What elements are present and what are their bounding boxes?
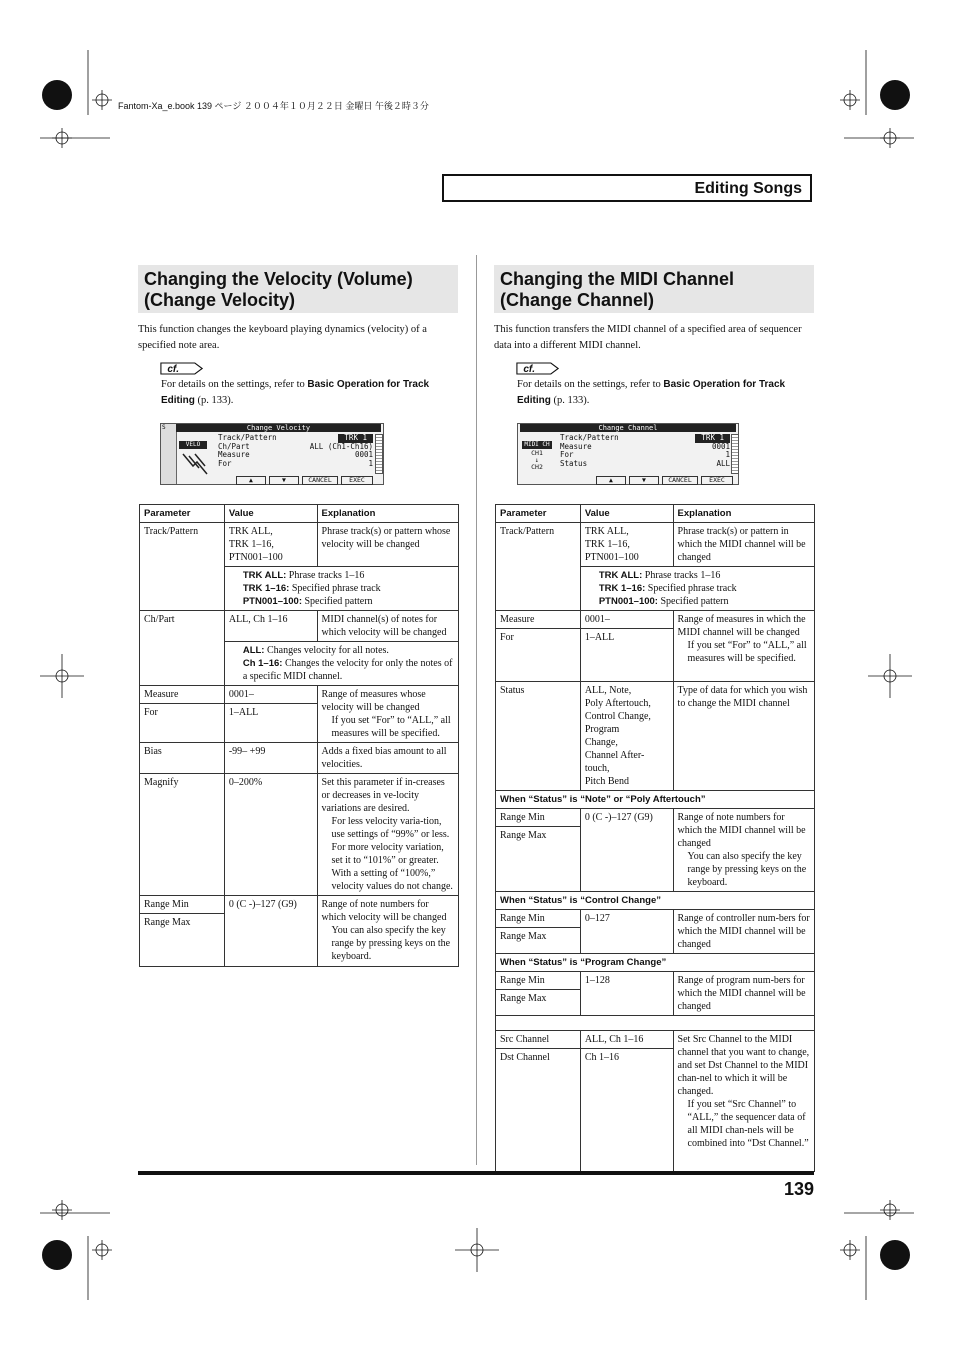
value-dst-channel: Ch 1–16 (581, 1048, 673, 1064)
expl-measure: Range of measures whose velocity will be changed If you set “For” to “ALL,” all measures will be specified. (317, 686, 458, 743)
expl-bias: Adds a fixed bias amount to all velocities. (317, 743, 458, 774)
expl-range: Range of note numbers for which velocity will be changed You can also specify the key range by pressing keys on the keyboard. (317, 896, 458, 967)
lcd-row-label: Track/Pattern (560, 433, 619, 442)
lcd-row-value: 1 (725, 450, 730, 459)
lcd-rows (218, 434, 373, 468)
value-src-channel: ALL, Ch 1–16 (584, 1034, 644, 1045)
lcd-side-top: S (162, 424, 166, 431)
col-header-parameter: Parameter (496, 505, 581, 523)
expl-magnify: Set this parameter if in-creases or decreases in ve-locity variations are desired. For less velocity varia-tion, use settings of “99%” or less. For more velocity variation, set it to “101%” or greater. With a setting of “100%,” velocity values do not change. (317, 774, 458, 896)
expl-measure: Range of measures in which the MIDI channel will be changed If you set “For” to “ALL,” all measures will be specified. (673, 611, 814, 682)
right-heading (494, 265, 814, 313)
arrow-down-icon: ↓ (535, 456, 539, 464)
param-measure: Measure (144, 689, 179, 700)
value-pc-range: 1–128 (580, 972, 673, 1016)
lcd-cancel-button: CANCEL (662, 476, 698, 485)
lcd-row-label: For (218, 458, 232, 468)
velocity-parameter-table (139, 504, 459, 967)
param-cc-range (496, 910, 581, 954)
lcd-row-value: 0001 (354, 450, 373, 459)
right-heading-line1: Changing the MIDI Channel (500, 269, 734, 289)
lcd-rows (560, 434, 730, 468)
lcd-ch2: CH2 (531, 463, 543, 471)
value-ch-part: ALL, Ch 1–16 (224, 611, 317, 642)
footer-rule (138, 1171, 814, 1175)
expl-track-pattern: Phrase track(s) or pattern in which the MIDI channel will be changed (673, 523, 814, 567)
col-header-parameter: Parameter (140, 505, 225, 523)
value-track-pattern: TRK ALL, TRK 1–16, PTN001–100 (224, 523, 317, 567)
right-reference (517, 377, 815, 409)
lcd-buttons (596, 476, 733, 485)
col-header-explanation: Explanation (673, 505, 814, 523)
lcd-exec-button: EXEC (341, 476, 373, 485)
param-for: For (140, 703, 224, 740)
left-heading (138, 265, 458, 313)
left-intro: This function changes the keyboard playing dynamics (velocity) of a specified note area. (138, 324, 427, 351)
column-divider (476, 255, 477, 1165)
col-header-value: Value (224, 505, 317, 523)
lcd-sidebar (161, 424, 177, 484)
param-range-min: Range Min (500, 913, 545, 924)
book-header: Fantom-Xa_e.book 139 ページ ２００４年１０月２２日 金曜日 午後２時３分 (118, 101, 429, 111)
col-header-explanation: Explanation (317, 505, 458, 523)
param-src-channel: Src Channel (500, 1034, 550, 1045)
param-ch-part: Ch/Part (140, 611, 225, 686)
right-heading-line2: (Change Channel) (500, 290, 655, 310)
param-range-max: Range Max (496, 826, 580, 877)
lcd-scrollbar (731, 434, 739, 474)
notes-track-pattern: TRK ALL: Phrase tracks 1–16 TRK 1–16: Specified phrase track PTN001–100: Specified pattern (224, 567, 458, 611)
when-status-note: When “Status” is “Note” or “Poly Aftertouch” (496, 791, 815, 809)
expl-status: Type of data for which you wish to change the MIDI channel (673, 682, 814, 791)
lcd-row-value: 0001 (711, 441, 730, 451)
value-cc-range: 0–127 (580, 910, 673, 954)
lcd-down-button: ▼ (269, 476, 299, 485)
value-for: 1–ALL (225, 703, 317, 719)
expl-pc-range: Range of program num-bers for which the MIDI channel will be changed (673, 972, 814, 1016)
value-status: ALL, Note, Poly Aftertouch, Control Change, Program Change, Channel After- touch, Pitch Bend (580, 682, 673, 791)
lcd-row-label: Status (560, 458, 588, 468)
lcd-row-label: For (560, 450, 574, 459)
param-track-pattern: Track/Pattern (140, 523, 225, 611)
lcd-scrollbar (375, 434, 383, 474)
when-status-control-change: When “Status” is “Control Change” (496, 892, 815, 910)
param-pc-range (496, 972, 581, 1016)
value-bias: -99– +99 (224, 743, 317, 774)
cf-icon (160, 362, 204, 375)
lcd-channel-diagram (524, 450, 550, 471)
param-bias: Bias (140, 743, 225, 774)
value-for: 1–ALL (581, 628, 673, 644)
section-tag: Editing Songs (442, 174, 812, 202)
right-ref-link: Basic Operation for Track Editing (517, 379, 786, 406)
left-ref-link: Basic Operation for Track Editing (161, 379, 430, 406)
param-dst-channel: Dst Channel (496, 1048, 580, 1169)
param-measure-for (496, 611, 581, 682)
lcd-title: Change Velocity (176, 424, 381, 432)
lcd-up-button: ▲ (236, 476, 266, 485)
lcd-row-value: TRK 1 (695, 434, 730, 443)
param-magnify: Magnify (140, 774, 225, 896)
lcd-mode: VELO (179, 441, 207, 449)
param-range-min: Range Min (144, 899, 189, 910)
lcd-exec-button: EXEC (701, 476, 733, 485)
spacer-row (496, 1016, 815, 1031)
lcd-down-button: ▼ (629, 476, 659, 485)
value-channels (580, 1031, 673, 1172)
param-range-min: Range Min (500, 975, 545, 986)
param-measure: Measure (500, 614, 535, 625)
lcd-mode: MIDI CH (522, 441, 552, 449)
value-track-pattern: TRK ALL, TRK 1–16, PTN001–100 (580, 523, 673, 567)
lcd-row-value: TRK 1 (338, 434, 373, 443)
param-status: Status (496, 682, 581, 791)
value-measure-for (224, 686, 317, 743)
right-ref-prefix: For details on the settings, refer to (517, 379, 664, 390)
right-ref-suffix: (p. 133). (550, 395, 590, 406)
lcd-row-label: Measure (560, 441, 592, 451)
cf-icon (516, 362, 560, 375)
cf-label: cf. (523, 364, 536, 375)
lcd-cancel-button: CANCEL (302, 476, 338, 485)
value-measure: 0001– (228, 689, 254, 700)
value-measure-for (580, 611, 673, 682)
cf-label: cf. (167, 364, 180, 375)
change-channel-lcd (517, 423, 739, 485)
lcd-row-value: ALL (Ch1-Ch16) (309, 441, 373, 451)
lcd-row-value: ALL (716, 458, 730, 468)
param-range-max: Range Max (496, 927, 580, 950)
left-heading-line1: Changing the Velocity (Volume) (144, 269, 413, 289)
param-for: For (496, 628, 580, 679)
expl-track-pattern: Phrase track(s) or pattern whose velocity will be changed (317, 523, 458, 567)
value-range: 0 (C -)–127 (G9) (224, 896, 317, 967)
expl-ch-part: MIDI channel(s) of notes for which velocity will be changed (317, 611, 458, 642)
left-ref-suffix: (p. 133). (194, 395, 234, 406)
left-ref-prefix: For details on the settings, refer to (161, 379, 308, 390)
page-number: 139 (783, 1179, 814, 1199)
channel-parameter-table (495, 504, 815, 1172)
lcd-row-label: Measure (218, 450, 250, 459)
param-note-range (496, 809, 581, 892)
value-note-range: 0 (C -)–127 (G9) (580, 809, 673, 892)
notes-ch-part: ALL: Changes velocity for all notes. Ch 1–16: Changes the velocity for only the notes of a specific MIDI channel. (224, 642, 458, 686)
param-range-max: Range Max (496, 989, 580, 1012)
lcd-up-button: ▲ (596, 476, 626, 485)
param-range-max: Range Max (140, 913, 224, 964)
param-range-min: Range Min (500, 812, 545, 823)
lcd-row-label: Ch/Part (218, 441, 250, 451)
expl-cc-range: Range of controller num-bers for which the MIDI channel will be changed (673, 910, 814, 954)
hand-icon (179, 450, 213, 476)
expl-note-range: Range of note numbers for which the MIDI channel will be changed You can also specify the key range by pressing keys on the keyboard. (673, 809, 814, 892)
lcd-row-label: Track/Pattern (218, 433, 277, 442)
right-intro: This function transfers the MIDI channel of a specified area of sequencer data into a different MIDI channel. (494, 324, 802, 351)
param-track-pattern: Track/Pattern (496, 523, 581, 611)
lcd-title: Change Channel (520, 424, 736, 432)
value-magnify: 0–200% (224, 774, 317, 896)
lcd-buttons (236, 476, 373, 485)
notes-track-pattern: TRK ALL: Phrase tracks 1–16 TRK 1–16: Specified phrase track PTN001–100: Specified pattern (580, 567, 814, 611)
left-heading-line2: (Change Velocity) (144, 290, 296, 310)
param-measure-for (140, 686, 225, 743)
change-velocity-lcd (160, 423, 384, 485)
value-measure: 0001– (584, 614, 610, 625)
param-range (140, 896, 225, 967)
col-header-value: Value (580, 505, 673, 523)
when-status-program-change: When “Status” is “Program Change” (496, 954, 815, 972)
lcd-row-value: 1 (368, 458, 373, 468)
param-channels (496, 1031, 581, 1172)
expl-channels: Set Src Channel to the MIDI channel that you want to change, and set Dst Channel to the MIDI chan-nel to which it will be changed. If you set “Src Channel” to “ALL,” the sequencer data of all MIDI chan-nels will be combined into “Dst Channel.” (673, 1031, 814, 1172)
lcd-ch1: CH1 (531, 449, 543, 457)
left-reference (161, 377, 459, 409)
